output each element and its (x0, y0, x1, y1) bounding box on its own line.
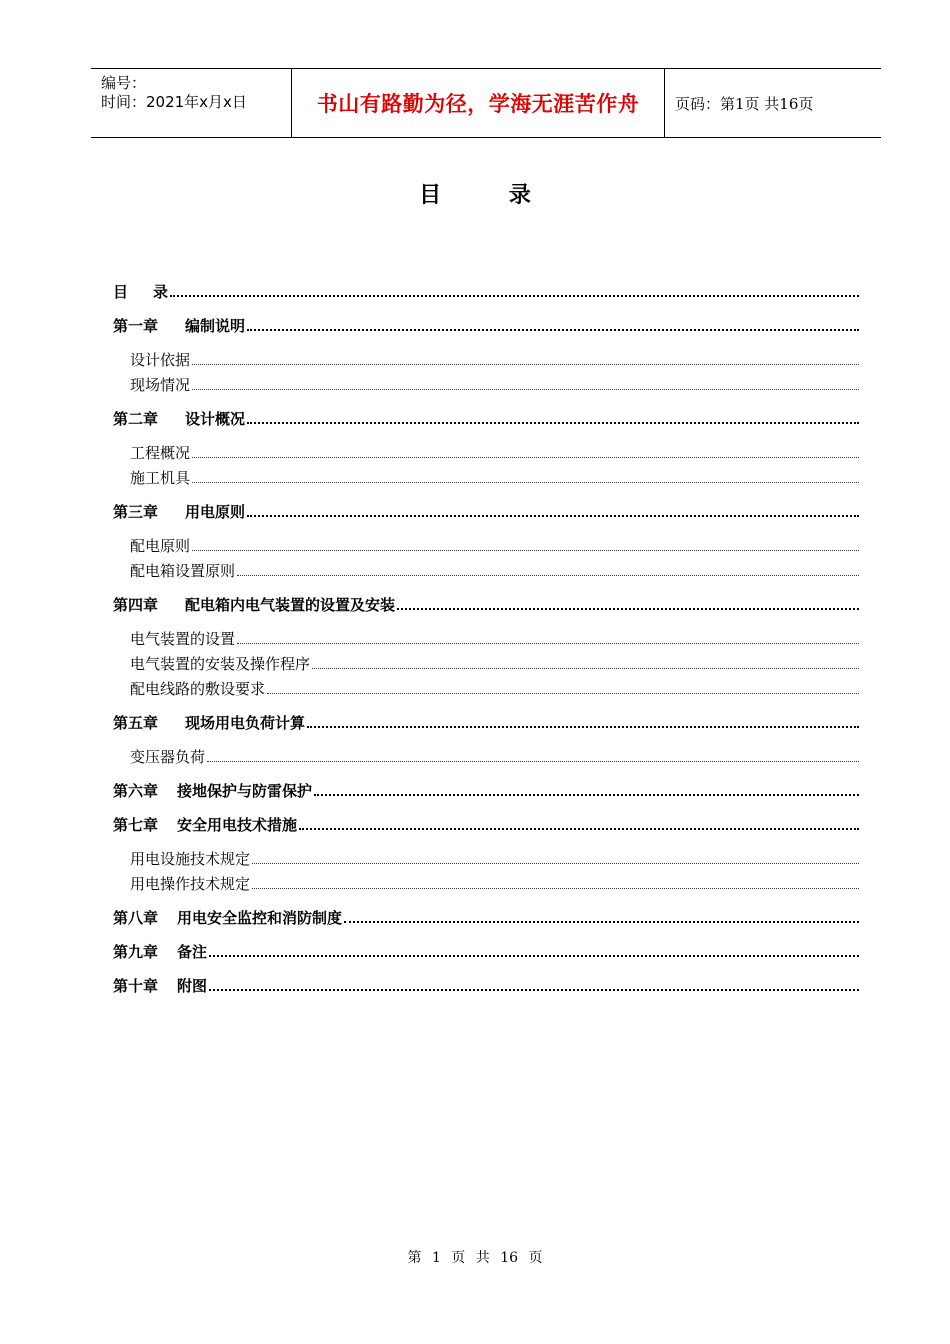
toc-chapter-entry[interactable] (113, 779, 859, 801)
toc-dot-leader (312, 668, 859, 669)
toc-section-entry[interactable] (130, 559, 859, 581)
toc-section-entry[interactable] (130, 872, 859, 894)
page-footer: 第 1 页 共 16 页 (407, 1250, 543, 1266)
toc-entry-label: 用电设施技术规定 (130, 850, 251, 868)
toc-entry-label: 施工机具 (130, 469, 191, 487)
toc-entry-label: 电气装置的设置 (130, 630, 236, 648)
toc-dot-leader (307, 726, 859, 728)
toc-entry-label: 用电操作技术规定 (130, 875, 251, 893)
toc-dot-leader (207, 761, 859, 762)
toc-title: 目 录 (419, 182, 561, 208)
toc-entry-label (113, 408, 245, 429)
toc-dot-leader (267, 693, 859, 694)
toc-dot-leader (314, 794, 859, 796)
toc-chapter-title: 现场用电负荷计算 (185, 714, 306, 732)
toc-chapter-entry[interactable] (113, 906, 859, 928)
serial-number-label: 编号： (101, 74, 147, 92)
toc-dot-leader (397, 608, 859, 610)
toc-section-entry[interactable] (130, 652, 859, 674)
toc-entry-label (113, 907, 342, 928)
toc-section-entry[interactable] (130, 677, 859, 699)
toc-chapter-entry[interactable] (113, 314, 859, 336)
header-right-cell (665, 69, 881, 137)
toc-chapter-number: 第七章 (113, 816, 159, 834)
header-table (91, 68, 881, 138)
toc-chapter-entry[interactable] (113, 813, 859, 835)
toc-entry-label: 配电线路的敷设要求 (130, 680, 266, 698)
toc-entry-label (113, 814, 297, 835)
toc-entry-label (113, 941, 207, 962)
toc-dot-leader (237, 575, 859, 576)
toc-chapter-title: 用电安全监控和消防制度 (177, 909, 343, 927)
toc-chapter-entry[interactable] (113, 974, 859, 996)
toc-entry-label (113, 712, 305, 733)
toc-section-entry[interactable] (130, 534, 859, 556)
toc-entry-label (113, 281, 168, 302)
toc-chapter-title: 附图 (177, 977, 208, 995)
toc-dot-leader (192, 482, 859, 483)
toc-dot-leader (192, 457, 859, 458)
toc-section-entry[interactable] (130, 627, 859, 649)
toc-entry-label: 配电箱设置原则 (130, 562, 236, 580)
toc-entry-label (113, 975, 207, 996)
toc-section-entry[interactable] (130, 441, 859, 463)
toc-chapter-title: 录 (153, 283, 169, 301)
toc-chapter-entry[interactable] (113, 711, 859, 733)
toc-chapter-number: 第八章 (113, 909, 159, 927)
toc-section-entry[interactable] (130, 466, 859, 488)
toc-dot-leader (170, 295, 859, 297)
toc-chapter-title: 设计概况 (185, 410, 246, 428)
toc-dot-leader (252, 888, 859, 889)
toc-chapter-title: 接地保护与防雷保护 (177, 782, 313, 800)
toc-entry-label (113, 594, 395, 615)
toc-dot-leader (299, 828, 859, 830)
toc-dot-leader (209, 989, 859, 991)
toc-chapter-title: 备注 (177, 943, 208, 961)
toc-entry-label (113, 315, 245, 336)
toc-chapter-number: 第十章 (113, 977, 159, 995)
toc-chapter-title: 用电原则 (185, 503, 246, 521)
toc-section-entry[interactable] (130, 373, 859, 395)
toc-dot-leader (192, 550, 859, 551)
toc-dot-leader (247, 515, 859, 517)
header-left-cell (91, 69, 292, 137)
toc-dot-leader (237, 643, 859, 644)
toc-chapter-entry[interactable] (113, 500, 859, 522)
toc-chapter-title: 安全用电技术措施 (177, 816, 298, 834)
toc-section-entry[interactable] (130, 745, 859, 767)
toc-entry-label: 工程概况 (130, 444, 191, 462)
toc-chapter-number: 第一章 (113, 317, 159, 335)
toc-chapter-number: 第二章 (113, 410, 159, 428)
toc-chapter-number: 第三章 (113, 503, 159, 521)
toc-chapter-number: 第六章 (113, 782, 159, 800)
toc-chapter-number: 第四章 (113, 596, 159, 614)
toc-chapter-number: 第九章 (113, 943, 159, 961)
toc-chapter-entry[interactable] (113, 940, 859, 962)
toc-chapter-entry[interactable] (113, 593, 859, 615)
toc-dot-leader (209, 955, 859, 957)
toc-chapter-number: 第五章 (113, 714, 159, 732)
toc-section-entry[interactable] (130, 847, 859, 869)
toc-entry-label (113, 501, 245, 522)
toc-chapter-entry[interactable] (113, 407, 859, 429)
toc-entry-label: 变压器负荷 (130, 748, 206, 766)
toc-chapter-title: 编制说明 (185, 317, 246, 335)
toc-chapter-title: 配电箱内电气装置的设置及安装 (185, 596, 396, 614)
toc-dot-leader (247, 329, 859, 331)
toc-dot-leader (252, 863, 859, 864)
toc-chapter-entry[interactable] (113, 280, 859, 302)
toc-entry-label: 电气装置的安装及操作程序 (130, 655, 311, 673)
toc-dot-leader (247, 422, 859, 424)
toc-section-entry[interactable] (130, 348, 859, 370)
toc-entry-label: 配电原则 (130, 537, 191, 555)
motto-text: 书山有路勤为径，学海无涯苦作舟 (316, 91, 640, 116)
toc-entry-label (113, 780, 312, 801)
toc-dot-leader (192, 364, 859, 365)
toc-chapter-number: 目 (113, 283, 129, 301)
time-label: 时间：2021年x月x日 (101, 93, 247, 111)
toc-dot-leader (192, 389, 859, 390)
toc-dot-leader (344, 921, 859, 923)
toc-entry-label: 设计依据 (130, 351, 191, 369)
header-middle-cell (292, 69, 665, 137)
toc-entry-label: 现场情况 (130, 376, 191, 394)
page-info: 页码：第1页 共16页 (675, 94, 814, 113)
